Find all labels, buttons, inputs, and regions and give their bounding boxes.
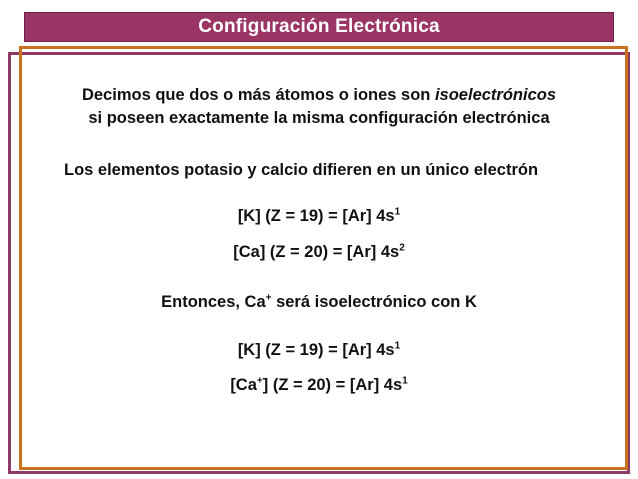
conclusion-suffix: será isoelectrónico con K	[271, 293, 477, 311]
config-k-1-text: [K] (Z = 19) = [Ar] 4s	[237, 207, 395, 225]
intro-italic-term: isoelectrónicos	[434, 86, 557, 104]
config-k-1	[0, 207, 638, 226]
config-ca-text: [Ca] (Z = 20) = [Ar] 4s	[233, 243, 400, 261]
intro-line-1	[0, 86, 638, 105]
conclusion-sup: +	[265, 292, 272, 304]
config-ca	[0, 243, 638, 262]
config-ca-ion-text: ] (Z = 20) = [Ar] 4s	[262, 376, 403, 394]
intro-line-2: si poseen exactamente la misma configuración electrónica	[88, 109, 550, 127]
config-ca-ion-charge: +	[256, 375, 263, 387]
config-k-1-sup: 1	[394, 206, 401, 218]
config-ca-ion-prefix: [Ca	[230, 376, 257, 394]
config-k-2	[0, 341, 638, 360]
title-bar	[24, 12, 614, 42]
conclusion-line	[0, 293, 638, 312]
config-ca-sup: 2	[399, 242, 405, 254]
config-k-2-sup: 1	[394, 340, 401, 352]
config-ca-ion	[0, 376, 638, 395]
config-ca-ion-sup: 1	[402, 375, 408, 387]
conclusion-prefix: Entonces, Ca	[161, 293, 266, 311]
config-k-2-text: [K] (Z = 19) = [Ar] 4s	[237, 341, 395, 359]
slide-title: Configuración Electrónica	[198, 16, 440, 37]
statement-text: Los elementos potasio y calcio difieren en un único electrón	[64, 161, 539, 179]
intro-line-1-text: Decimos que dos o más átomos o iones son	[81, 86, 435, 104]
